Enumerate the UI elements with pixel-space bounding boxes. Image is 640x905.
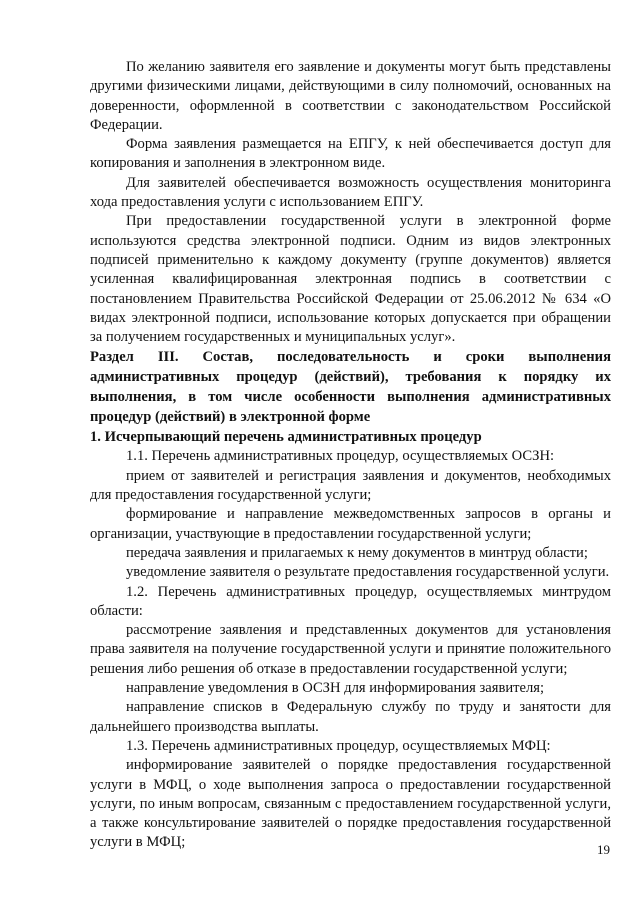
page-number: 19 [597,842,610,857]
section-heading: Раздел III. Состав, последовательность и сроки выполнения административных процедур (действий), требования к порядку их выполнения, в том числе особенности выполнения административных процедур (действий) в электронной форме [90,349,611,426]
list-paragraph: формирование и направление межведомственных запросов в органы и организации, участвующие в предоставлении государственной услуги; [90,506,611,542]
list-paragraph: направление уведомления в ОСЗН для информирования заявителя; [126,680,545,697]
list-paragraph: информирование заявителей о порядке предоставления государственной услуги в МФЦ, о ходе выполнения запроса о предоставлении государственной услуги, по иным вопросам, связанным с предоставлением государственной услуги, а также консультирование заявителей о порядке предоставления государственной услуги в МФЦ; [90,757,611,851]
list-paragraph: направление списков в Федеральную службу по труду и занятости для дальнейшего производства выплаты. [90,699,611,735]
paragraph-monitoring: Для заявителей обеспечивается возможность осуществления мониторинга хода предоставления услуги с использованием ЕПГУ. [90,174,611,211]
paragraph-application-form: Форма заявления размещается на ЕПГУ, к ней обеспечивается доступ для копирования и заполнения в электронном виде. [90,136,611,172]
list-paragraph: 1.1. Перечень административных процедур, осуществляемых ОСЗН: [126,448,555,465]
list-paragraph: прием от заявителей и регистрация заявления и документов, необходимых для предоставления государственной услуги; [90,467,611,504]
list-paragraph: передача заявления и прилагаемых к нему документов в минтруд области; [126,544,588,561]
subsection-heading: 1. Исчерпывающий перечень административных процедур [90,429,482,446]
list-paragraph: уведомление заявителя о результате предоставления государственной услуги. [126,564,610,581]
list-paragraph: рассмотрение заявления и представленных документов для установления права заявителя на получение государственной услуги и принятие положительного решения либо решения об отказе в предоставлении государственной услуги; [90,622,611,677]
list-paragraph: 1.3. Перечень административных процедур, осуществляемых МФЦ: [126,737,551,754]
list-paragraph: 1.2. Перечень административных процедур, осуществляемых минтрудом области: [90,583,611,619]
paragraph-electronic-signature: При предоставлении государственной услуги в электронной форме используются средства электронной подписи. Одним из видов электронных подписей применительно к каждому документу (группе документов) является усиленная квалифицированная электронная подпись в соответствии с постановлением Правительства Российской Федерации от 25.06.2012 № 634 «О видах электронной подписи, использование которых допускается при обращении за получением государственных и муниципальных услуг». [90,213,611,346]
document-page [90,58,611,853]
paragraph-representatives: По желанию заявителя его заявление и документы могут быть представлены другими физическими лицами, действующими в силу полномочий, основанных на доверенности, оформленной в соответствии с законодательством Российской Федерации. [90,59,611,133]
